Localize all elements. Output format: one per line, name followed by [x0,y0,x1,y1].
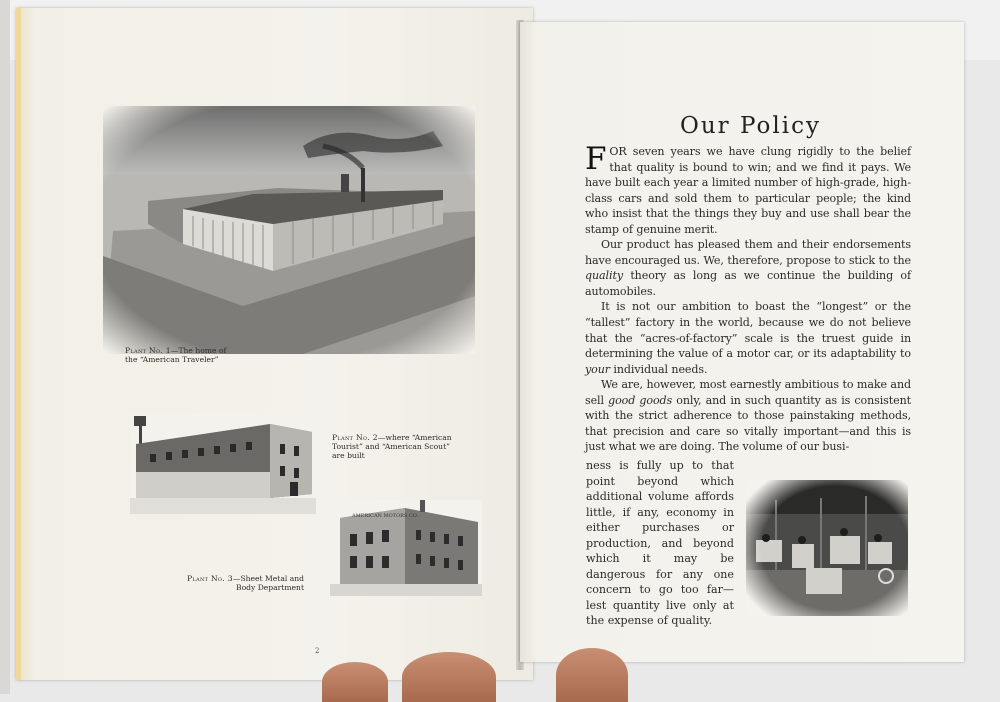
paragraph-3-emphasis: your [585,362,610,376]
plant-3-label: Plant No. 3 [187,574,233,583]
page-number: 2 [315,647,320,655]
plant-1-illustration [103,106,475,354]
paragraph-4-text-a: We are, however, most earnestly ambitious to make and sell [585,378,911,407]
paragraph-4-continued: ness is fully up to that point beyond which additional volume affords little, if any, economy in either purchases or production, and beyond which it may be dangerous for any one concern to go too far—lest quantity live only at the expense of quality. [586,459,734,628]
page-title: Our Policy [680,113,821,139]
finger-middle [402,652,496,702]
finger-left [322,662,388,702]
plant-2-caption [332,433,462,460]
paragraph-4-emphasis: good goods [608,393,673,407]
plant-2-text: —where “American Tourist” and “American Scout” are built [332,433,452,460]
plant-1-text: —The home of the “American Traveler” [125,346,227,364]
paragraph-4-text-b: only, and in such quantity as is consistent with the strict adherence to those painstaking methods, that precision and care so vitally important—and this is just what we are doing. The volume of our busi- [585,393,911,454]
plant-1-label: Plant No. 1 [125,346,171,355]
building-sign: AMERICAN MOTORS CO. [352,513,419,519]
paragraph-2-text-b: theory as long as we continue the building of automobiles. [585,269,911,298]
policy-text [585,141,911,455]
plant-3-photo [330,500,482,596]
plant-2-illustration [130,414,316,514]
paragraph-1-text: OR seven years we have clung rigidly to the belief that quality is bound to win; and we find it pays. We have built each year a limited number of high-grade, high-class cars and sold them to particular people; the kind who insist that the things they buy and use shall bear the stamp of genuine merit. [585,145,911,236]
factory-interior-illustration [746,480,908,616]
drop-cap: F [585,141,607,177]
paragraph-2-emphasis: quality [585,269,623,283]
paragraph-3-text-b: individual needs. [610,362,708,376]
plant-3-illustration [330,500,482,596]
plant-2-photo [130,414,316,514]
plant-1-photo [103,106,475,354]
table-edge [0,0,10,694]
paragraph-4 [585,377,911,455]
paragraph-2 [585,237,911,299]
paragraph-3-text-a: It is not our ambition to boast the “longest” or the “tallest” factory in the world, because we do not believe that the “acres-of-factory” scale is the truest guide in determining the value of a motor car, or its adaptability to [585,300,911,361]
plant-3-caption [182,574,304,592]
paragraph-3 [585,299,911,377]
plant-1-caption [125,346,235,364]
factory-interior-photo [746,480,908,616]
plant-2-label: Plant No. 2 [332,433,378,442]
paragraph-2-text-a: Our product has pleased them and their endorsements have encouraged us. We, therefore, propose to stick to the [585,238,911,267]
plant-3-text: —Sheet Metal and Body Department [232,574,304,592]
paragraph-1 [585,141,911,237]
